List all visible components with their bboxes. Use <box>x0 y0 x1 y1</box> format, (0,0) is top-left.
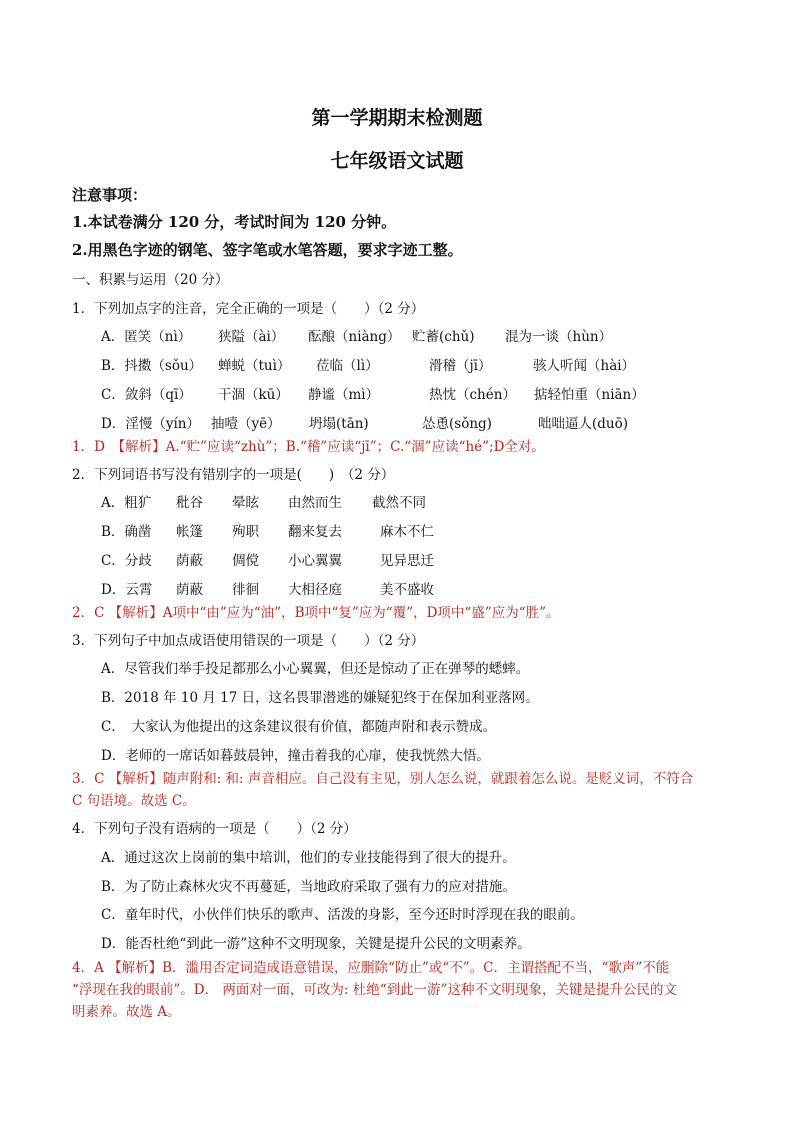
option-term: 小心翼翼 <box>288 553 342 569</box>
notes-heading: 注意事项： <box>72 186 148 204</box>
option-term: B．确凿 <box>101 524 152 540</box>
q4-answer: 明素养。故选 A。 <box>72 1004 181 1020</box>
q3-option-a: A．尽管我们举手投足都那么小心翼翼，但还是惊动了正在弹琴的蟋蟀。 <box>101 661 530 677</box>
option-term: 蝉蜕（tuì） <box>218 358 291 374</box>
option-term: 截然不同 <box>372 495 426 511</box>
option-term: D．淫慢（yín） <box>101 416 200 432</box>
option-term: 徘徊 <box>232 582 259 598</box>
notes-item: 1.本试卷满分 120 分，考试时间为 120 分钟。 <box>72 213 397 231</box>
q2-answer: 2．C 【解析】A项中“由”应为“油”，B项中“复”应为“覆”，D项中“盛”应为“胜”。 <box>72 605 560 621</box>
q3-answer: 3．C 【解析】随声附和: 和: 声音相应。自己没有主见，别人怎么说，就跟着怎么说。是贬义词，不符合 <box>72 771 694 787</box>
option-term: 怂恿(sǒng) <box>422 416 492 432</box>
page-subtitle: 七年级语文试题 <box>330 150 464 172</box>
option-term: 混为一谈（hùn） <box>505 329 613 345</box>
question-stem: 4．下列句子没有语病的一项是（ ）（2 分） <box>72 821 357 837</box>
option-term: 咄咄逼人(duō) <box>538 416 628 432</box>
q3-option-c: C． 大家认为他提出的这条建议很有价值，都随声附和表示赞成。 <box>101 719 497 735</box>
q4-option-a: A．通过这次上岗前的集中培训，他们的专业技能得到了很大的提升。 <box>101 850 516 866</box>
q3-answer: C 句语境。故选 C。 <box>72 793 196 809</box>
q1-option-d <box>101 414 628 434</box>
option-term: 热忱（chén） <box>429 387 516 403</box>
option-term: A．匿笑（nì） <box>101 329 192 345</box>
option-term: 帐篷 <box>176 524 203 540</box>
option-term: B．抖擞（sǒu） <box>101 358 203 374</box>
option-term: 大相径庭 <box>288 582 342 598</box>
q1-option-a <box>101 327 612 347</box>
q2-option-d <box>101 580 434 600</box>
option-term: C．分歧 <box>101 553 152 569</box>
option-term: 狭隘（ài） <box>218 329 285 345</box>
option-term: 殉职 <box>232 524 259 540</box>
option-term: 干涸（kū） <box>218 387 289 403</box>
option-term: A．粗犷 <box>101 495 152 511</box>
q3-option-d: D．老师的一席话如暮鼓晨钟，撞击着我的心扉，使我恍然大悟。 <box>101 748 490 764</box>
q4-option-c: C．童年时代，小伙伴们快乐的歌声、活泼的身影，至今还时时浮现在我的眼前。 <box>101 907 584 923</box>
option-term: 荫蔽 <box>176 582 203 598</box>
option-term: 麻木不仁 <box>380 524 434 540</box>
option-term: 翻来复去 <box>288 524 342 540</box>
option-term: 莅临（lì） <box>316 358 379 374</box>
q4-option-d: D．能否杜绝“到此一游”这种不文明现象，关键是提升公民的文明素养。 <box>101 936 531 952</box>
option-term: 抽噎（yē） <box>211 416 281 432</box>
option-term: 晕眩 <box>232 495 259 511</box>
option-term: 酝酿（niàng） <box>308 329 401 345</box>
q1-option-b <box>101 356 635 376</box>
option-term: 见异思迁 <box>380 553 434 569</box>
question-stem: 1．下列加点字的注音，完全正确的一项是（ ）（2 分） <box>72 301 425 317</box>
option-term: 倜傥 <box>232 553 259 569</box>
question-stem: 3．下列句子中加点成语使用错误的一项是（ ）（2 分） <box>72 633 425 649</box>
option-term: 由然而生 <box>288 495 342 511</box>
option-term: 贮蓄(chǔ) <box>412 329 475 345</box>
option-term: 滑稽（jī） <box>429 358 492 374</box>
q4-answer: 4．A 【解析】B．滥用否定词造成语意错误，应删除“防止”或“不”。C．主谓搭配不当，“歌声”不能 <box>72 960 670 976</box>
option-term: 荫蔽 <box>176 553 203 569</box>
q4-option-b: B．为了防止森林火灾不再蔓延，当地政府采取了强有力的应对措施。 <box>101 879 516 895</box>
option-term: 美不盛收 <box>380 582 434 598</box>
q2-option-a <box>101 493 426 513</box>
q1-option-c <box>101 385 645 405</box>
option-term: 掂轻怕重（niān） <box>534 387 645 403</box>
option-term: 坍塌(tān) <box>309 416 369 432</box>
q2-option-c <box>101 551 434 571</box>
notes-item: 2.用黑色字迹的钢笔、签字笔或水笔答题，要求字迹工整。 <box>72 241 463 259</box>
option-term: 静谧（mì） <box>308 387 380 403</box>
question-stem: 2．下列词语书写没有错别字的一项是( ) （2 分） <box>72 467 395 483</box>
option-term: D．云霄 <box>101 582 153 598</box>
q2-option-b <box>101 522 434 542</box>
section-heading: 一、积累与运用（20 分） <box>72 272 229 288</box>
option-term: 骇人听闻（hài） <box>533 358 636 374</box>
option-term: 秕谷 <box>176 495 203 511</box>
q3-option-b: B．2018 年 10 月 17 日，这名畏罪潜逃的嫌疑犯终于在保加利亚落网。 <box>101 690 539 706</box>
option-term: C．敛斜（qī） <box>101 387 192 403</box>
page-title: 第一学期期末检测题 <box>311 107 483 129</box>
q4-answer: “浮现在我的眼前”。D． 两面对一面，可改为: 杜绝“到此一游”这种不文明现象，关键是提升公民的文 <box>72 982 678 998</box>
q1-answer: 1．D 【解析】A.“贮”应读“zhù”；B.“稽”应读“jī”；C.“涸”应读“hé”;D全对。 <box>72 439 545 455</box>
